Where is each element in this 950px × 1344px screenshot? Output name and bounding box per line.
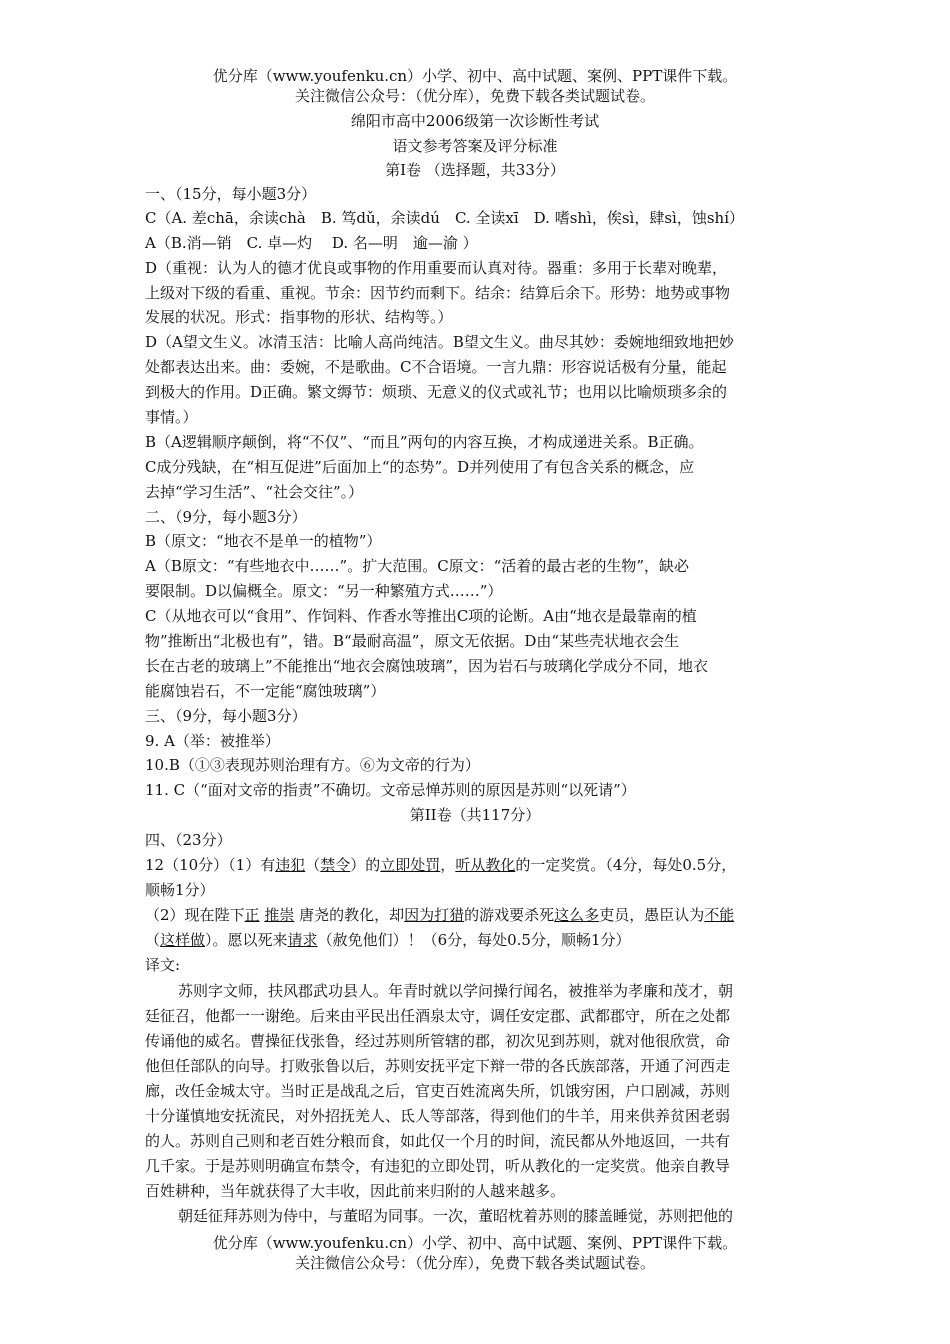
answer-3-line: 上级对下级的看重、重视。节余：因节约而剩下。结余：结算后余下。形势：地势或事物 <box>145 284 731 302</box>
volume-1-heading: 第I卷 （选择题，共33分） <box>385 161 565 179</box>
translation-line: 十分谨慎地安抚流民，对外招抚羌人、氐人等部落，得到他们的牛羊，用来供养贫困老弱 <box>145 1107 731 1125</box>
answer-8-line: C（从地衣可以“食用”、作饲料、作香水等推出C项的论断。A由“地衣是最靠南的植 <box>145 607 697 625</box>
answer-12-part-1: 12（10分）（1）有违犯（禁令）的立即处罚，听从教化的一定奖赏。（4分，每处0.5分， <box>145 856 737 874</box>
answer-1: C（A. 差chā，余读chà B. 笃dǔ，余读dú C. 全读xī D. 嗜shì，俟sì，肆sì，蚀shí） <box>145 209 745 227</box>
translation-line: 廊，改任金城太守。当时正是战乱之后，官吏百姓流离失所，饥饿穷困，户口剧减，苏则 <box>145 1082 731 1100</box>
answer-7-line: A（B原文：“有些地衣中……”。扩大范围。C原文：“活着的最古老的生物”，缺必 <box>145 557 690 575</box>
section-3-heading: 三、（9分，每小题3分） <box>145 707 307 725</box>
answer-6: B（原文：“地衣不是单一的植物”） <box>145 532 382 550</box>
answer-8-line: 物”推断出“北极也有”，错。B“最耐高温”，原文无依据。D由“某些壳状地衣会生 <box>145 632 680 650</box>
answer-12-part-1-cont: 顺畅1分） <box>145 881 215 899</box>
answer-4-line: D（A望文生义。冰清玉洁：比喻人高尚纯洁。B望文生义。曲尽其妙：委婉地细致地把妙 <box>145 333 734 351</box>
answer-5-line: C成分残缺，在“相互促进”后面加上“的态势”。D并列使用了有包含关系的概念，应 <box>145 458 695 476</box>
translation-line: 几千家。于是苏则明确宣布禁令，有违犯的立即处罚，听从教化的一定奖赏。他亲自教导 <box>145 1157 731 1175</box>
translation-line: 百姓耕种，当年就获得了大丰收，因此前来归附的人越来越多。 <box>145 1182 566 1200</box>
answer-7-line: 要限制。D以偏概全。原文：“另一种繁殖方式……”） <box>145 582 503 600</box>
answer-12-part-2-cont: （这样做）。愿以死来请求（赦免他们）！（6分，每处0.5分，顺畅1分） <box>145 931 631 949</box>
answer-4-line: 到极大的作用。D正确。繁文缛节：烦琐、无意义的仪式或礼节；也用以比喻烦琐多余的 <box>145 383 728 401</box>
answer-8-line: 长在古老的玻璃上”不能推出“地衣会腐蚀玻璃”，因为岩石与玻璃化学成分不同，地衣 <box>145 657 709 675</box>
header-line-1: 优分库（www.youfenku.cn）小学、初中、高中试题、案例、PPT课件下载。 <box>212 67 738 85</box>
answer-5-line: B（A逻辑顺序颠倒，将“不仅”、“而且”两句的内容互换，才构成递进关系。B正确。 <box>145 433 704 451</box>
translation-line: 朝廷征拜苏则为侍中，与董昭为同事。一次，董昭枕着苏则的膝盖睡觉，苏则把他的 <box>178 1207 734 1225</box>
translation-line: 他但任部队的向导。打败张鲁以后，苏则安抚平定下辩一带的各氏族部落，开通了河西走 <box>145 1057 731 1075</box>
footer-line-2: 关注微信公众号：（优分库），免费下载各类试题试卷。 <box>294 1254 655 1272</box>
section-1-heading: 一、（15分，每小题3分） <box>145 185 317 203</box>
translation-line: 廷征召，他都一一谢绝。后来由平民出任酒泉太守，调任安定郡、武都郡守，所在之处都 <box>145 1007 731 1025</box>
section-2-heading: 二、（9分，每小题3分） <box>145 508 307 526</box>
header-line-2: 关注微信公众号：（优分库），免费下载各类试题试卷。 <box>294 87 655 105</box>
translation-line: 传诵他的威名。曹操征伐张鲁，经过苏则所管辖的郡，初次见到苏则，就对他很欣赏，命 <box>145 1032 731 1050</box>
answer-2: A（B.消—销 C. 卓—灼 D. 名—明 逾—渝 ） <box>145 234 478 252</box>
answer-12-part-2: （2）现在陛下正 推崇 唐尧的教化，却因为打猎的游戏要杀死这么多吏员，愚臣认为不能 <box>145 906 735 924</box>
volume-2-heading: 第II卷（共117分） <box>409 806 541 824</box>
translation-label: 译文: <box>145 956 181 974</box>
answer-9: 9. A（举：被推举） <box>145 732 280 750</box>
answer-11: 11. C（“面对文帝的指责”不确切。文帝忌惮苏则的原因是苏则“以死请”） <box>145 781 636 799</box>
answer-8-line: 能腐蚀岩石，不一定能“腐蚀玻璃”） <box>145 682 386 700</box>
answer-4-line: 事情。） <box>145 408 198 426</box>
translation-line: 苏则字文师，扶风郡武功县人。年青时就以学问操行闻名，被推举为孝廉和茂才，朝 <box>178 982 734 1000</box>
answer-5-line: 去掉“学习生活”、“社会交往”。） <box>145 483 364 501</box>
translation-line: 的人。苏则自己则和老百姓分粮而食，如此仅一个月的时间，流民都从外地返回，一共有 <box>145 1132 731 1150</box>
doc-subtitle: 语文参考答案及评分标准 <box>392 137 558 155</box>
answer-3-line: D（重视：认为人的德才优良或事物的作用重要而认真对待。器重：多用于长辈对晚辈， <box>145 259 728 277</box>
answer-10: 10.B（①③表现苏则治理有方。⑥为文帝的行为） <box>145 756 480 774</box>
section-4-heading: 四、（23分） <box>145 831 232 849</box>
doc-title: 绵阳市高中2006级第一次诊断性考试 <box>350 112 600 130</box>
answer-3-line: 发展的状况。形式：指事物的形状、结构等。） <box>145 308 453 326</box>
footer-line-1: 优分库（www.youfenku.cn）小学、初中、高中试题、案例、PPT课件下载。 <box>212 1234 738 1252</box>
answer-4-line: 处都表达出来。曲：委婉，不是歌曲。C不合语境。一言九鼎：形容说话极有分量，能起 <box>145 358 727 376</box>
